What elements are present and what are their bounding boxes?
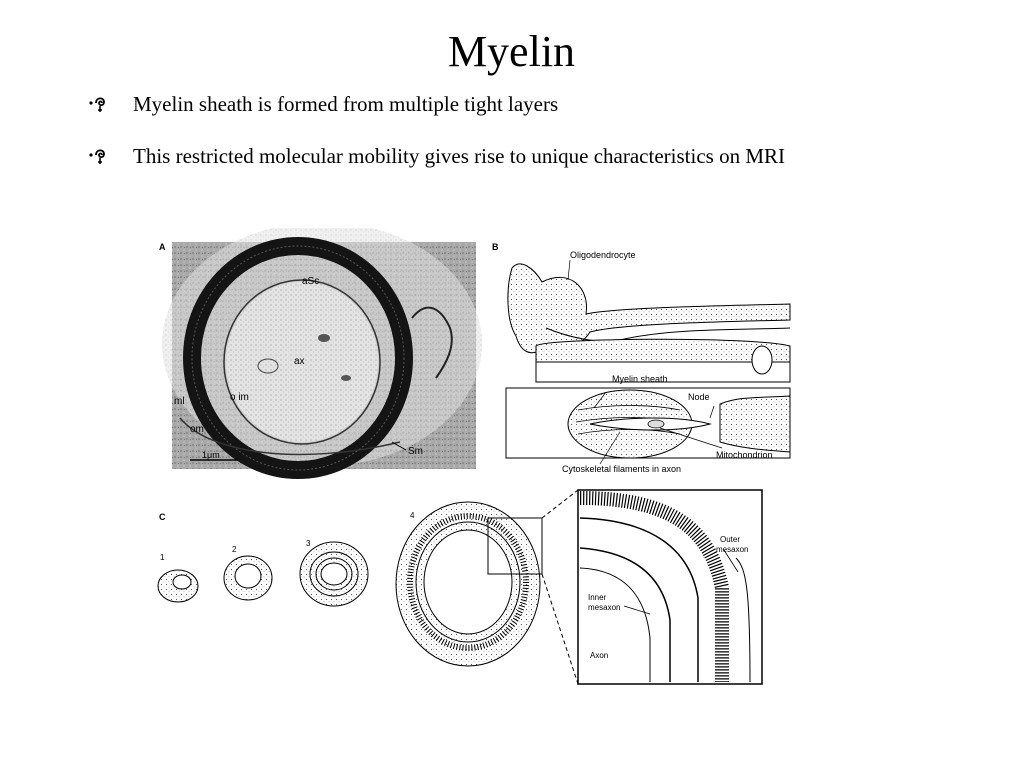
label-asc: aSc [302, 276, 320, 287]
bullet-item [88, 90, 988, 118]
label-om: om [190, 424, 204, 435]
leader-line [568, 260, 570, 280]
bullet-item [88, 142, 988, 170]
slide-title: Myelin [447, 27, 576, 76]
label-inner-mesaxon: Inner [588, 593, 607, 602]
stage-2-axon [235, 564, 261, 588]
label-axon: Axon [590, 651, 609, 660]
node-bulge [752, 346, 772, 374]
stage-3-axon [321, 563, 347, 585]
panel-c [158, 490, 762, 684]
label-cytoskeletal: Cytoskeletal filaments in axon [562, 464, 682, 474]
zoom-line [542, 574, 578, 684]
label-outer-mesaxon: Outer [720, 535, 741, 544]
label-node: Node [688, 392, 710, 402]
next-segment [720, 396, 790, 452]
stage-number: 3 [306, 539, 311, 548]
panel-a-letter: A [159, 242, 166, 252]
stage-4-axon [424, 530, 512, 634]
mitochondrion-shape [648, 420, 664, 428]
label-scale: 1μm [202, 450, 220, 460]
panel-a [159, 228, 482, 470]
leader-line [710, 406, 714, 418]
label-im: o im [230, 392, 249, 403]
stage-number: 4 [410, 511, 415, 520]
curl-bullet-icon [88, 143, 112, 167]
bullet-text: Myelin sheath is formed from multiple tight layers [133, 92, 559, 116]
label-ml: ml [174, 396, 185, 407]
axon-organelle [341, 375, 351, 381]
label-myelin-sheath: Myelin sheath [612, 374, 668, 384]
zoom-line [542, 490, 578, 518]
myelin-figure-svg [150, 228, 800, 690]
label-inner-mesaxon: mesaxon [588, 603, 621, 612]
axon-organelle [318, 334, 330, 342]
curl-bullet-icon [88, 91, 112, 115]
label-outer-mesaxon: mesaxon [716, 545, 749, 554]
panel-b [492, 242, 790, 474]
label-oligodendrocyte: Oligodendrocyte [570, 250, 636, 260]
stage-number: 2 [232, 545, 237, 554]
myelin-figure [150, 228, 800, 690]
stage-1-axon [173, 575, 191, 589]
label-sm: Sm [408, 446, 423, 457]
panel-c-letter: C [159, 512, 166, 522]
panel-b-letter: B [492, 242, 499, 252]
bullet-text: This restricted molecular mobility gives rise to unique characteristics on MRI [133, 144, 785, 168]
label-ax: ax [294, 356, 305, 367]
label-mitochondrion: Mitochondrion [716, 450, 773, 460]
stage-number: 1 [160, 553, 165, 562]
